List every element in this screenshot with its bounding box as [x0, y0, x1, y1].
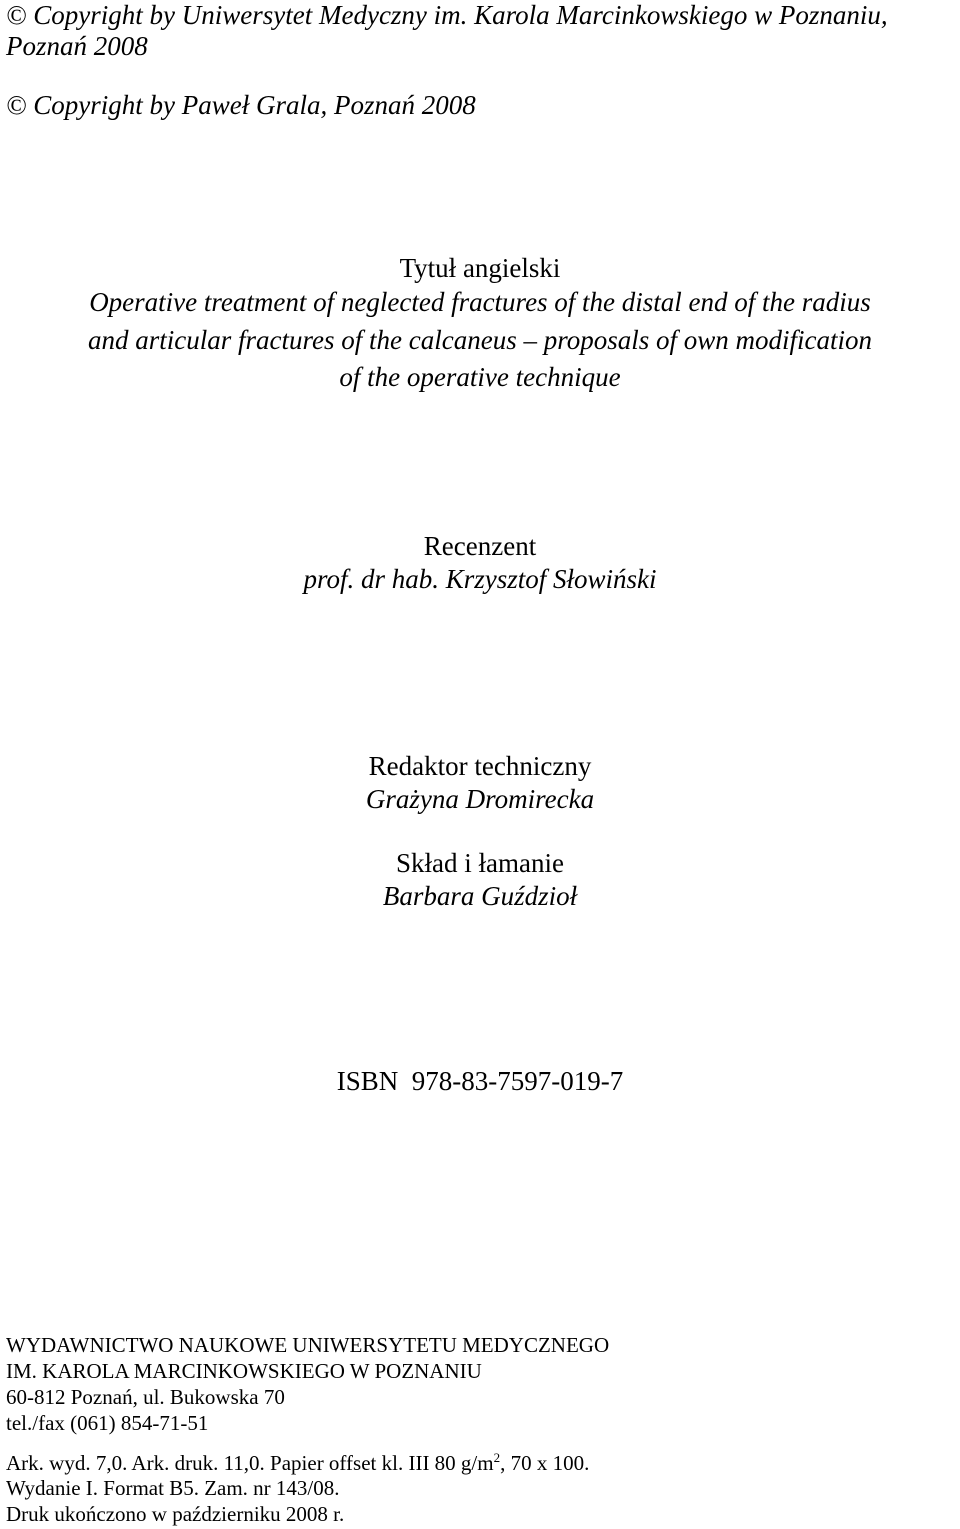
print-details-paper: Ark. wyd. 7,0. Ark. druk. 11,0. Papier offset kl. III 80 g/m: [6, 1451, 494, 1475]
typesetting-label: Skład i łamanie: [396, 848, 564, 878]
publisher-address: 60-812 Poznań, ul. Bukowska 70: [6, 1385, 285, 1409]
publisher-phone: tel./fax (061) 854-71-51: [6, 1411, 209, 1435]
publisher-name-line-1: WYDAWNICTWO NAUKOWE UNIWERSYTETU MEDYCZNEGO: [6, 1333, 610, 1357]
copyright-university-line: © Copyright by Uniwersytet Medyczny im. Karola Marcinkowskiego w Poznaniu,: [6, 0, 888, 30]
print-details-completion: Druk ukończono w październiku 2008 r.: [6, 1502, 345, 1526]
typesetting-name: Barbara Guździoł: [382, 881, 578, 911]
print-details-superscript: 2: [493, 1450, 501, 1465]
english-title-line-2: and articular fractures of the calcaneus – proposals of own modification: [88, 325, 872, 355]
reviewer-label: Recenzent: [423, 531, 537, 561]
technical-editor-label: Redaktor techniczny: [368, 751, 592, 781]
english-title-line-1: Operative treatment of neglected fractures of the distal end of the radius: [89, 287, 871, 317]
publisher-name-line-2: IM. KAROLA MARCINKOWSKIEGO W POZNANIU: [6, 1359, 482, 1383]
print-details-edition: Wydanie I. Format B5. Zam. nr 143/08.: [6, 1476, 340, 1500]
isbn: ISBN 978-83-7597-019-7: [336, 1066, 624, 1096]
technical-editor-name: Grażyna Dromirecka: [365, 784, 595, 814]
reviewer-name: prof. dr hab. Krzysztof Słowiński: [303, 564, 657, 594]
print-details-line-1: [6, 1450, 589, 1476]
copyright-university-place-year: Poznań 2008: [6, 31, 148, 61]
english-title-line-3: of the operative technique: [339, 362, 621, 392]
english-title-label: Tytuł angielski: [399, 253, 561, 283]
print-details-format: , 70 x 100.: [500, 1451, 590, 1475]
copyright-author-line: © Copyright by Paweł Grala, Poznań 2008: [6, 90, 476, 120]
